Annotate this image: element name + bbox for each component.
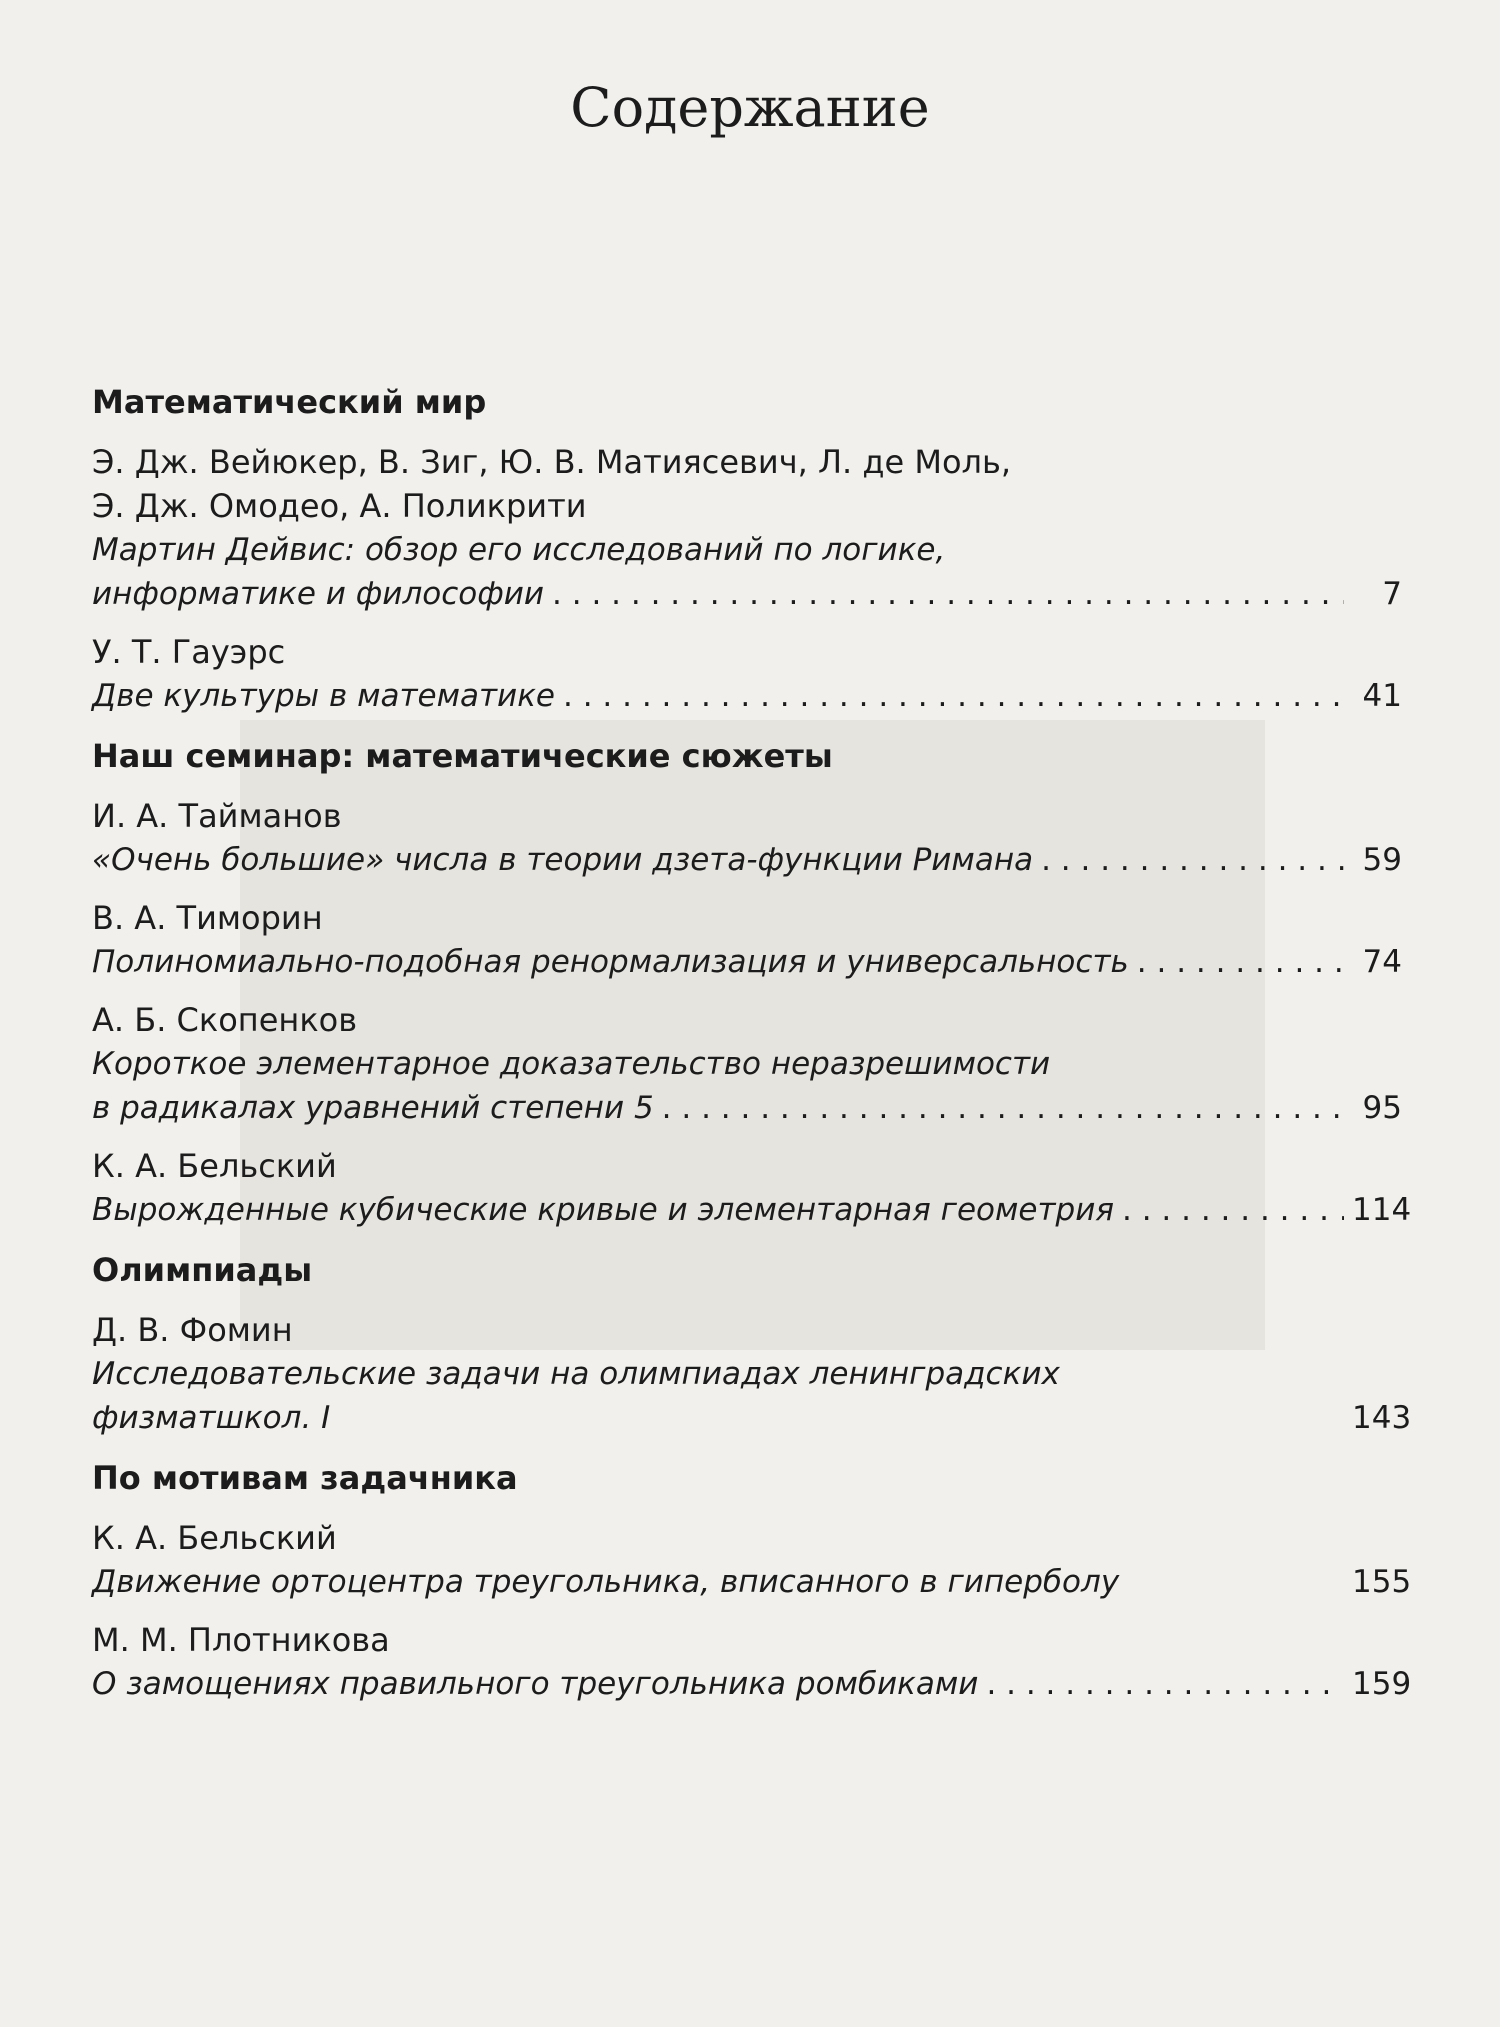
entry-title-line: [92, 1396, 1412, 1440]
dot-leader: [662, 1086, 1344, 1130]
entry-title: Короткое элементарное доказательство неразрешимости: [92, 1046, 1051, 1082]
section-heading: Математический мир: [92, 383, 487, 421]
entry-title: информатике и философии: [92, 576, 545, 612]
entry-title: физматшкол. I: [92, 1400, 331, 1436]
entry-title: Исследовательские задачи на олимпиадах ленинградских: [92, 1356, 1060, 1392]
entry-author: И. А. Тайманов: [92, 797, 342, 835]
toc-section: [92, 1456, 1412, 1706]
section-heading: По мотивам задачника: [92, 1459, 518, 1497]
toc-entry: [92, 1618, 1412, 1706]
entry-page-number: 143: [1352, 1400, 1412, 1436]
entry-title-line: [92, 1188, 1412, 1232]
toc-entry: [92, 998, 1402, 1130]
entry-title: Две культуры в математике: [92, 678, 556, 714]
dot-leader: [1137, 940, 1344, 984]
toc-entry: [92, 896, 1402, 984]
entry-title: Полиномиально-подобная ренормализация и универсальность: [92, 944, 1129, 980]
dot-leader: [986, 1662, 1344, 1706]
entry-page-number: 59: [1362, 842, 1402, 878]
entry-author: В. А. Тиморин: [92, 899, 323, 937]
toc-entry: [92, 440, 1402, 616]
dot-leader: [552, 572, 1344, 616]
entry-page-number: 7: [1382, 576, 1402, 612]
entry-author: А. Б. Скопенков: [92, 1001, 358, 1039]
entry-page-number: 155: [1352, 1564, 1412, 1600]
entry-author: К. А. Бельский: [92, 1147, 337, 1185]
entry-title-line: [92, 1662, 1412, 1706]
table-of-contents: [92, 380, 1412, 1722]
entry-title: в радикалах уравнений степени 5: [92, 1090, 654, 1126]
toc-entry: [92, 1144, 1412, 1232]
entry-page-number: 41: [1362, 678, 1402, 714]
entry-title-line: [92, 838, 1402, 882]
toc-entry: [92, 794, 1402, 882]
entry-title-line: [92, 674, 1402, 718]
entry-title: Вырожденные кубические кривые и элементарная геометрия: [92, 1192, 1114, 1228]
entry-author: Э. Дж. Вейюкер, В. Зиг, Ю. В. Матиясевич, Л. де Моль,: [92, 443, 1012, 481]
entry-author: М. М. Плотникова: [92, 1621, 390, 1659]
entry-title: «Очень большие» числа в теории дзета-функции Римана: [92, 842, 1034, 878]
entry-page-number: 95: [1362, 1090, 1402, 1126]
entry-title-line: [92, 940, 1402, 984]
section-heading: Наш семинар: математические сюжеты: [92, 737, 833, 775]
page-title: Содержание: [570, 76, 930, 139]
entry-author: К. А. Бельский: [92, 1519, 337, 1557]
section-heading: Олимпиады: [92, 1251, 313, 1289]
entry-author: Э. Дж. Омодео, А. Поликрити: [92, 487, 587, 525]
entry-title-line: [92, 1086, 1402, 1130]
toc-entry: [92, 630, 1402, 718]
entry-page-number: 74: [1362, 944, 1402, 980]
entry-title: О замощениях правильного треугольника ромбиками: [92, 1666, 979, 1702]
toc-entry: [92, 1516, 1412, 1604]
entry-title: Мартин Дейвис: обзор его исследований по логике,: [92, 532, 946, 568]
entry-author: Д. В. Фомин: [92, 1311, 293, 1349]
dot-leader: [1122, 1188, 1344, 1232]
toc-section: [92, 1248, 1412, 1440]
toc-section: [92, 734, 1412, 1232]
dot-leader: [563, 674, 1344, 718]
entry-page-number: 159: [1352, 1666, 1412, 1702]
entry-title-line: [92, 572, 1402, 616]
toc-entry: [92, 1308, 1412, 1440]
entry-page-number: 114: [1352, 1192, 1412, 1228]
entry-title-line: [92, 1560, 1412, 1604]
entry-author: У. Т. Гауэрс: [92, 633, 286, 671]
dot-leader: [1041, 838, 1344, 882]
entry-title: Движение ортоцентра треугольника, вписанного в гиперболу: [92, 1564, 1120, 1600]
toc-section: [92, 380, 1402, 718]
